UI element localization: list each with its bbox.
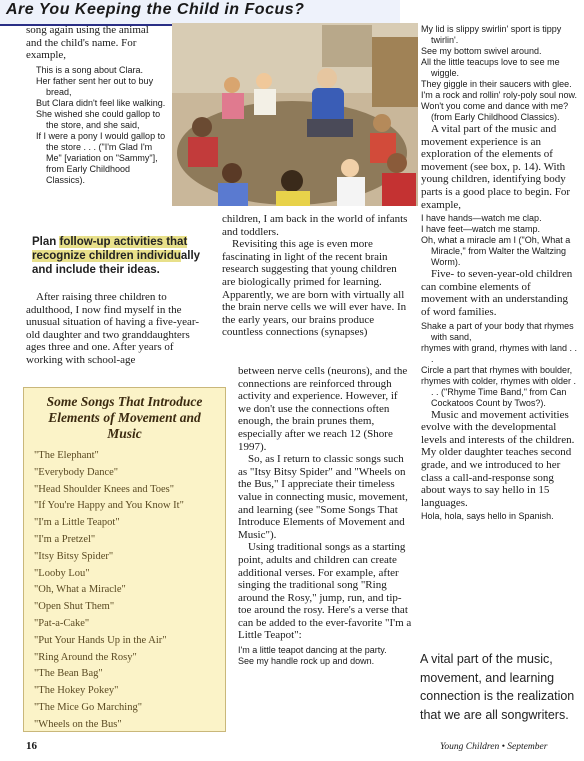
verse-line: rhymes with grand, rhymes with land . . . bbox=[421, 342, 578, 364]
footer-separator: • bbox=[499, 742, 508, 752]
verse-line: rhymes with colder, rhymes with older . . . ("Rhyme Time Band," from Can Cockatoos Count by Twos?). bbox=[421, 375, 577, 408]
col3-verse bbox=[421, 24, 578, 123]
verse-line: I have feet—watch me stamp. bbox=[421, 224, 541, 235]
col3-verse bbox=[421, 511, 578, 522]
verse-line: See my handle rock up and down. bbox=[238, 656, 375, 667]
col3-verse bbox=[421, 213, 578, 268]
col2-paragraph: Revisiting this age is even more fascinating in light of the recent brain research suggesting that young children are biologically primed for learning. Apparently, we are born with virtually all the brain nerve cells we will ever have. In the early years, our brains produce countless connections (synapses) bbox=[222, 238, 407, 339]
song-item: "Head Shoulder Knees and Toes" bbox=[34, 483, 175, 495]
song-item: "Put Your Hands Up in the Air" bbox=[34, 634, 167, 646]
verse-line: She wished she could gallop to the store, and she said, bbox=[36, 108, 161, 130]
song-item: "The Mice Go Marching" bbox=[34, 701, 142, 713]
col3 bbox=[421, 24, 578, 522]
song-item: "Looby Lou" bbox=[34, 567, 90, 579]
col2-upper bbox=[222, 213, 412, 339]
pull-quote-part1: Plan bbox=[32, 236, 60, 248]
col2-lower bbox=[238, 365, 412, 667]
verse-line: I'm a rock and rollin' roly-poly soul now. bbox=[421, 90, 578, 100]
song-item: "I'm a Pretzel" bbox=[34, 533, 96, 545]
pull-quote-highlight: follow-up activities that recognize children individu bbox=[32, 236, 188, 262]
col1-paragraph: After raising three children to adulthood, I now find myself in the unusual situation of having a five-year-old daughter and two granddaughters ages three and one. After years of working with school-age bbox=[26, 291, 199, 366]
song-item: "The Elephant" bbox=[34, 450, 99, 461]
col2-paragraph: children, I am back in the world of infants and toddlers. bbox=[222, 213, 408, 238]
verse-line: If I were a pony I would gallop to the store . . . ("I'm Glad I'm Me" [variation on "Sammy"], from Early Childhood Classics). bbox=[36, 130, 166, 185]
verse-line: Hola, hola, says hello in Spanish. bbox=[421, 511, 554, 522]
verse-line: Won't you come and dance with me? (from Early Childhood Classics). bbox=[421, 101, 569, 122]
col1-body bbox=[26, 291, 204, 367]
col3-verse bbox=[421, 321, 578, 409]
verse-line: I have hands—watch me clap. bbox=[421, 213, 542, 224]
col2-verse bbox=[238, 645, 412, 667]
col2-paragraph: between nerve cells (neurons), and the connections are reinforced through activity and experience. However, if we don't use the connections often enough, the brain prunes them, especially after we reach 12 (Shore 1997). bbox=[238, 365, 408, 453]
sidebar-title: Some Songs That Introduce Elements of Movement and Music bbox=[46, 394, 203, 441]
callout-quote: A vital part of the music, movement, and learning connection is the realization that we are all songwriters. bbox=[420, 652, 575, 722]
issue-month: September bbox=[507, 742, 548, 752]
journal-name: Young Children bbox=[440, 742, 500, 752]
col1-top bbox=[26, 24, 166, 186]
verse-line: My lid is slippy swirlin' sport is tippy twirlin'. bbox=[421, 24, 562, 45]
page-title: Are You Keeping the Child in Focus? bbox=[6, 1, 305, 18]
song-item: "Itsy Bitsy Spider" bbox=[34, 550, 114, 562]
song-item: "The Hokey Pokey" bbox=[34, 685, 119, 697]
song-item: "The Bean Bag" bbox=[34, 668, 103, 680]
pull-quote bbox=[32, 236, 202, 277]
verse-line: Oh, what a miracle am I ("Oh, What a Miracle," from Walter the Waltzing Worm). bbox=[421, 235, 571, 268]
song-item: "If You're Happy and You Know It" bbox=[34, 500, 184, 512]
song-item: "Everybody Dance" bbox=[34, 466, 119, 478]
verse-line: But Clara didn't feel like walking. bbox=[36, 97, 166, 108]
col2-paragraph: So, as I return to classic songs such as "Itsy Bitsy Spider" and "Wheels on the Bus," I appreciate their timeless value in connecting music, movement, and learning (see "Some Songs That Introduce Elements of Movement and Music"). bbox=[238, 453, 408, 541]
song-item: "Open Shut Them" bbox=[34, 601, 115, 613]
song-item: "Pat-a-Cake" bbox=[34, 617, 90, 629]
col3-paragraph: Five- to seven-year-old children can combine elements of movement with an understanding of word families. bbox=[421, 268, 573, 318]
verse-line: This is a song about Clara. bbox=[36, 64, 144, 75]
verse-line: All the little teacups love to see me wiggle. bbox=[421, 57, 560, 78]
classroom-photo bbox=[172, 23, 418, 206]
running-footer bbox=[440, 742, 547, 752]
col1-intro: song again using the animal and the child's name. For example, bbox=[26, 24, 149, 62]
pull-quote-part2: ally and include their ideas. bbox=[32, 249, 201, 276]
verse-line: Circle a part that rhymes with boulder, bbox=[421, 364, 573, 375]
col2-paragraph: Using traditional songs as a starting point, adults and children can create additional verses. For example, after singing the traditional song "Ring around the Rosy," jump, run, and tip-toe around the rosy. Here's a verse that can be added to the ever-favorite "I'm a Little Teapot": bbox=[238, 541, 412, 642]
song-item: "Wheels on the Bus" bbox=[34, 718, 122, 730]
verse-line: Her father sent her out to buy bread, bbox=[36, 75, 154, 97]
song-list bbox=[34, 448, 225, 734]
songs-sidebar bbox=[23, 387, 226, 732]
song-item: "Oh, What a Miracle" bbox=[34, 584, 126, 596]
col1-verse bbox=[26, 65, 166, 186]
song-item: "Ring Around the Rosy" bbox=[34, 651, 137, 663]
verse-line: They giggle in their saucers with glee. bbox=[421, 79, 572, 89]
col3-paragraph: A vital part of the music and movement experience is an exploration of the elements of movement (see box, p. 14). With young children, identifying body parts is a good place to begin. For example, bbox=[421, 123, 571, 211]
col3-paragraph: Music and movement activities evolve with the developmental levels and interests of the children. My older daughter teaches second grade, and we introduced to her class a call-and-response song about ways to say hello in 15 languages. bbox=[421, 408, 575, 509]
page-number: 16 bbox=[26, 740, 37, 752]
song-item: "I'm a Little Teapot" bbox=[34, 517, 120, 529]
verse-line: Shake a part of your body that rhymes with sand, bbox=[421, 320, 574, 342]
verse-line: See my bottom swivel around. bbox=[421, 46, 542, 56]
verse-line: I'm a little teapot dancing at the party. bbox=[238, 645, 387, 656]
